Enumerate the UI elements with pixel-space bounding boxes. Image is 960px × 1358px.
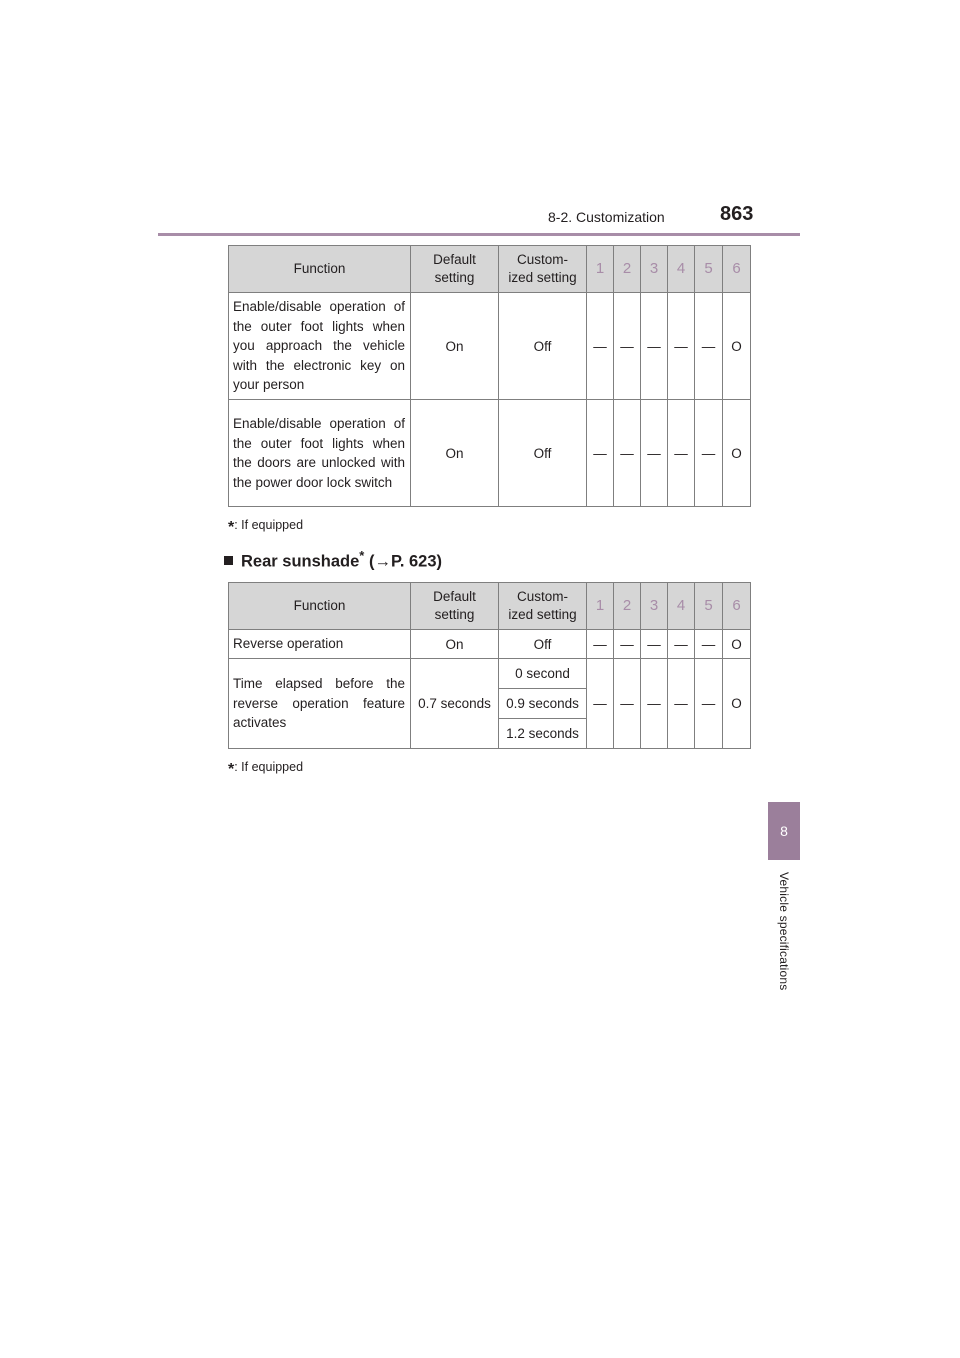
mark-cell: — bbox=[641, 400, 668, 507]
header-number: 4 bbox=[668, 246, 695, 293]
default-cell: 0.7 seconds bbox=[411, 659, 499, 749]
header-number: 5 bbox=[695, 583, 723, 630]
mark-cell: — bbox=[695, 400, 723, 507]
table-row bbox=[229, 630, 751, 659]
mark-cell: — bbox=[641, 630, 668, 659]
rear-sunshade-table bbox=[228, 582, 751, 749]
custom-option-cell: 0.9 seconds bbox=[499, 689, 587, 719]
mark-cell: — bbox=[614, 630, 641, 659]
default-cell: On bbox=[411, 400, 499, 507]
mark-cell: O bbox=[723, 630, 751, 659]
header-number: 6 bbox=[723, 583, 751, 630]
mark-cell: O bbox=[723, 400, 751, 507]
header-custom: Custom- ized setting bbox=[499, 583, 587, 630]
mark-cell: — bbox=[641, 659, 668, 749]
mark-cell: — bbox=[587, 630, 614, 659]
mark-cell: — bbox=[587, 400, 614, 507]
mark-cell: — bbox=[614, 400, 641, 507]
mark-cell: — bbox=[614, 293, 641, 400]
mark-cell: — bbox=[695, 630, 723, 659]
header-rule bbox=[158, 233, 800, 236]
footnote-equipped: *: If equipped bbox=[228, 760, 304, 778]
mark-cell: — bbox=[587, 293, 614, 400]
chapter-label: Vehicle specifications bbox=[777, 872, 791, 991]
page-number: 863 bbox=[720, 203, 754, 225]
table-row bbox=[229, 400, 751, 507]
mark-cell: — bbox=[695, 293, 723, 400]
header-function: Function bbox=[229, 246, 411, 293]
header-title: 8-2. Customization bbox=[548, 209, 665, 225]
function-cell: Enable/disable operation of the outer foot lights when the doors are unlocked with the power door lock switch bbox=[229, 400, 411, 507]
mark-cell: — bbox=[668, 630, 695, 659]
header-number: 2 bbox=[614, 246, 641, 293]
table-header-row bbox=[229, 583, 751, 630]
foot-lights-table bbox=[228, 245, 751, 507]
mark-cell: — bbox=[668, 400, 695, 507]
mark-cell: — bbox=[695, 659, 723, 749]
header-number: 1 bbox=[587, 246, 614, 293]
header-default: Default setting bbox=[411, 246, 499, 293]
default-cell: On bbox=[411, 630, 499, 659]
header-number: 4 bbox=[668, 583, 695, 630]
header-number: 1 bbox=[587, 583, 614, 630]
mark-cell: — bbox=[668, 659, 695, 749]
page-reference-link[interactable]: (→P. 623) bbox=[364, 552, 443, 571]
header-number: 2 bbox=[614, 583, 641, 630]
function-cell: Time elapsed before the reverse operation feature activates bbox=[229, 659, 411, 749]
function-cell: Enable/disable operation of the outer foot lights when you approach the vehicle with the electronic key on your person bbox=[229, 293, 411, 400]
default-cell: On bbox=[411, 293, 499, 400]
header-number: 6 bbox=[723, 246, 751, 293]
bullet-square-icon bbox=[224, 556, 233, 565]
header-number: 5 bbox=[695, 246, 723, 293]
custom-option-cell: 1.2 seconds bbox=[499, 719, 587, 749]
section-title: Rear sunshade* (→P. 623) bbox=[224, 548, 442, 572]
custom-option-cell: 0 second bbox=[499, 659, 587, 689]
mark-cell: — bbox=[668, 293, 695, 400]
custom-cell: Off bbox=[499, 400, 587, 507]
header-custom: Custom- ized setting bbox=[499, 246, 587, 293]
footnote-equipped: *: If equipped bbox=[228, 518, 304, 536]
mark-cell: — bbox=[614, 659, 641, 749]
mark-cell: O bbox=[723, 293, 751, 400]
header-number: 3 bbox=[641, 246, 668, 293]
header-function: Function bbox=[229, 583, 411, 630]
mark-cell: — bbox=[587, 659, 614, 749]
table-header-row bbox=[229, 246, 751, 293]
table-row bbox=[229, 659, 751, 689]
custom-cell: Off bbox=[499, 293, 587, 400]
header-default: Default setting bbox=[411, 583, 499, 630]
chapter-tab[interactable]: 8 bbox=[768, 802, 800, 860]
mark-cell: — bbox=[641, 293, 668, 400]
header-number: 3 bbox=[641, 583, 668, 630]
custom-cell: Off bbox=[499, 630, 587, 659]
table-row bbox=[229, 293, 751, 400]
mark-cell: O bbox=[723, 659, 751, 749]
function-cell: Reverse operation bbox=[229, 630, 411, 659]
